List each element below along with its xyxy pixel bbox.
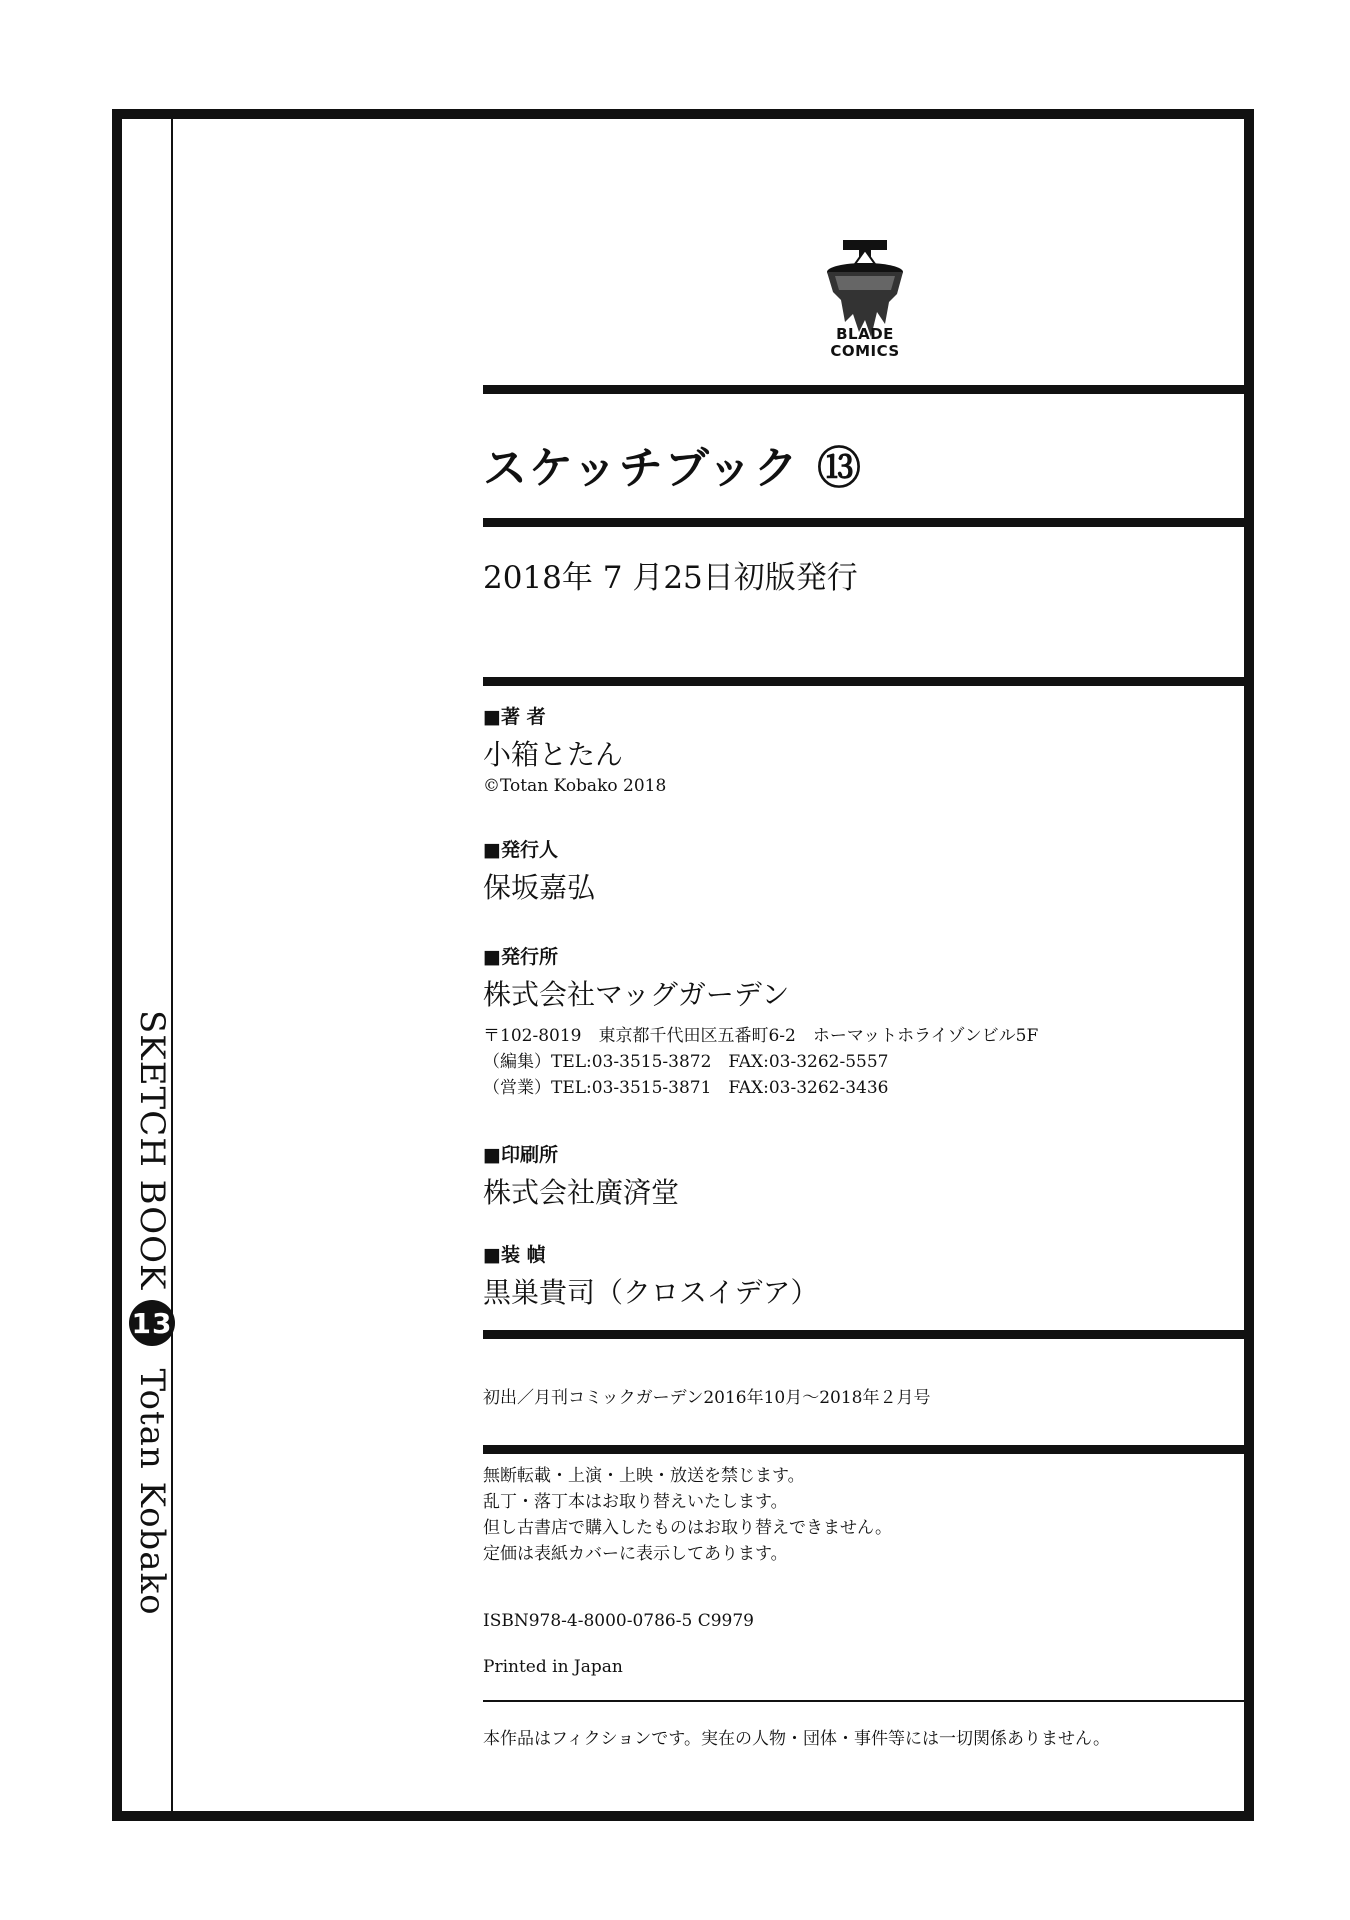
notice-line: 但し古書店で購入したものはお取り替えできません。	[483, 1518, 893, 1538]
printer-label: ■印刷所	[483, 1144, 558, 1166]
rule-top	[483, 385, 1244, 394]
spine-title: SKETCH BOOK	[132, 1010, 172, 1291]
rule-before-notices	[483, 1445, 1244, 1454]
rule-before-disclaimer	[483, 1700, 1244, 1702]
rule-after-credits	[483, 1330, 1244, 1339]
author-section	[483, 702, 1244, 799]
publisher-person-section	[483, 835, 1244, 906]
spine-author: Totan Kobako	[132, 1368, 172, 1616]
rule-after-title	[483, 518, 1244, 527]
publication-date: 2018年 7 月25日初版発行	[483, 560, 858, 596]
notices	[483, 1463, 1244, 1567]
design-name: 黒巣貴司（クロスイデア）	[483, 1276, 819, 1309]
design-section	[483, 1240, 1244, 1311]
publisher-person-name: 保坂嘉弘	[483, 871, 596, 904]
publisher-label: ■発行所	[483, 946, 558, 968]
publisher-editorial: （編集）TEL:03-3515-3872 FAX:03-3262-5557	[483, 1052, 889, 1072]
notice-line: 定価は表紙カバーに表示してあります。	[483, 1544, 788, 1564]
logo-label	[800, 326, 930, 360]
publisher-section	[483, 942, 1244, 1101]
spine-text	[129, 1010, 175, 1616]
disclaimer: 本作品はフィクションです。実在の人物・団体・事件等には一切関係ありません。	[483, 1729, 1110, 1749]
logo-line1: BLADE	[836, 325, 894, 343]
author-label: ■著 者	[483, 706, 546, 728]
logo-line2: COMICS	[830, 342, 900, 360]
design-label: ■装 幀	[483, 1244, 546, 1266]
first-appearance: 初出／月刊コミックガーデン2016年10月～2018年２月号	[483, 1388, 931, 1408]
rule-before-credits	[483, 677, 1244, 686]
author-name: 小箱とたん	[483, 738, 624, 771]
printer-name: 株式会社廣済堂	[483, 1176, 680, 1209]
isbn: ISBN978-4-8000-0786-5 C9979	[483, 1611, 754, 1631]
spine-volume-badge: 13	[129, 1300, 175, 1346]
publisher-person-label: ■発行人	[483, 839, 558, 861]
printer-section	[483, 1140, 1244, 1211]
copyright: ©Totan Kobako 2018	[483, 776, 667, 796]
notice-line: 無断転載・上演・上映・放送を禁じます。	[483, 1466, 805, 1486]
book-title: スケッチブック ⑬	[483, 443, 864, 494]
printed-in: Printed in Japan	[483, 1657, 623, 1677]
publisher-address: 〒102-8019 東京都千代田区五番町6-2 ホーマットホライゾンビル5F	[483, 1026, 1039, 1046]
publisher-sales: （営業）TEL:03-3515-3871 FAX:03-3262-3436	[483, 1078, 889, 1098]
notice-line: 乱丁・落丁本はお取り替えいたします。	[483, 1492, 788, 1512]
publisher-name: 株式会社マッグガーデン	[483, 978, 790, 1011]
